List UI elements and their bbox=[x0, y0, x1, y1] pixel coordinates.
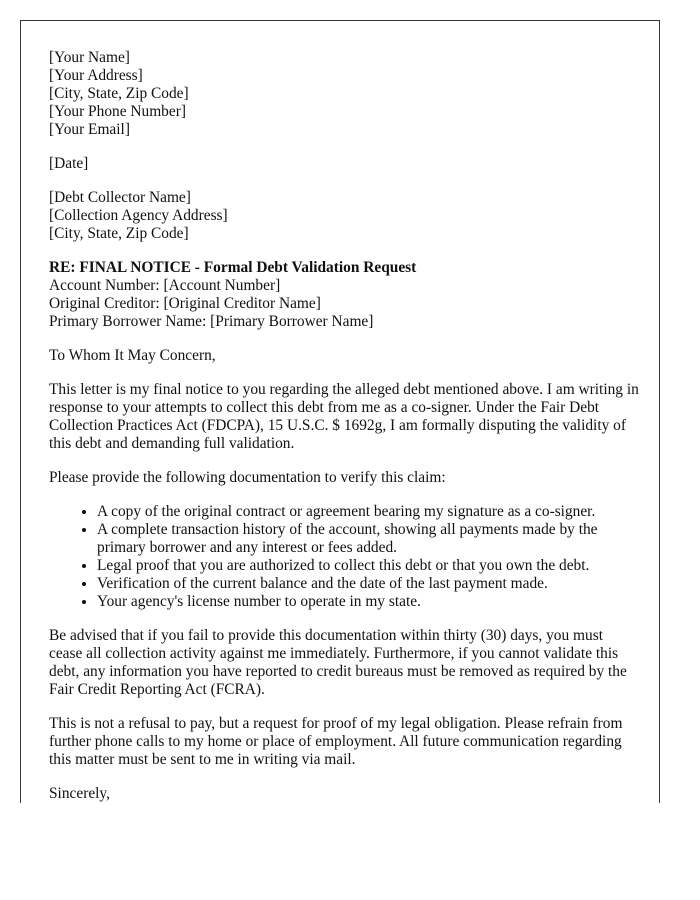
sender-name: [Your Name] bbox=[49, 49, 130, 66]
recipient-block bbox=[49, 189, 639, 243]
letter-page bbox=[20, 20, 660, 803]
intro-paragraph: This letter is my final notice to you regarding the alleged debt mentioned above. I am writing in response to your attempts to collect this debt from me as a co-signer. Under the Fair Debt Collection Practices Act (FDCPA), 15 U.S.C. $ 1692g, I am formally disputing the validity of this debt and demanding full validation. bbox=[49, 381, 639, 452]
sender-block bbox=[49, 49, 639, 139]
closing-note-paragraph: This is not a refusal to pay, but a request for proof of my legal obligation. Please refrain from further phone calls to my home or place of employment. All future communication regarding this matter must be sent to me in writing via mail. bbox=[49, 715, 623, 768]
subject-block bbox=[49, 259, 639, 331]
sign-off: Sincerely, bbox=[49, 785, 110, 802]
date-block bbox=[49, 155, 639, 173]
recipient-address: [Collection Agency Address] bbox=[49, 207, 228, 224]
requested-items-list bbox=[49, 503, 639, 611]
request-lead-paragraph: Please provide the following documentation to verify this claim: bbox=[49, 469, 446, 486]
sender-address: [Your Address] bbox=[49, 67, 143, 84]
sender-phone: [Your Phone Number] bbox=[49, 103, 186, 120]
list-item: • Your agency's license number to operate in my state. bbox=[97, 593, 639, 611]
subject-re-line: RE: FINAL NOTICE - Formal Debt Validation Request bbox=[49, 259, 417, 276]
recipient-name: [Debt Collector Name] bbox=[49, 189, 191, 206]
list-item: • A complete transaction history of the account, showing all payments made by the primary borrower and any interest or fees added. bbox=[97, 521, 639, 557]
original-creditor: Original Creditor: [Original Creditor Name] bbox=[49, 295, 321, 312]
list-item: • Legal proof that you are authorized to collect this debt or that you own the debt. bbox=[97, 557, 639, 575]
sender-email: [Your Email] bbox=[49, 121, 130, 138]
sender-city-state-zip: [City, State, Zip Code] bbox=[49, 85, 189, 102]
letter-date: [Date] bbox=[49, 155, 89, 172]
letter-content bbox=[49, 49, 639, 803]
list-item: • A copy of the original contract or agreement bearing my signature as a co-signer. bbox=[97, 503, 639, 521]
primary-borrower: Primary Borrower Name: [Primary Borrower Name] bbox=[49, 313, 374, 330]
warning-paragraph: Be advised that if you fail to provide this documentation within thirty (30) days, you must cease all collection activity against me immediately. Furthermore, if you cannot validate this debt, any information you have reported to credit bureaus must be removed as required by the Fair Credit Reporting Act (FCRA). bbox=[49, 627, 627, 698]
account-number: Account Number: [Account Number] bbox=[49, 277, 281, 294]
list-item: • Verification of the current balance and the date of the last payment made. bbox=[97, 575, 639, 593]
recipient-city-state-zip: [City, State, Zip Code] bbox=[49, 225, 189, 242]
salutation: To Whom It May Concern, bbox=[49, 347, 216, 364]
